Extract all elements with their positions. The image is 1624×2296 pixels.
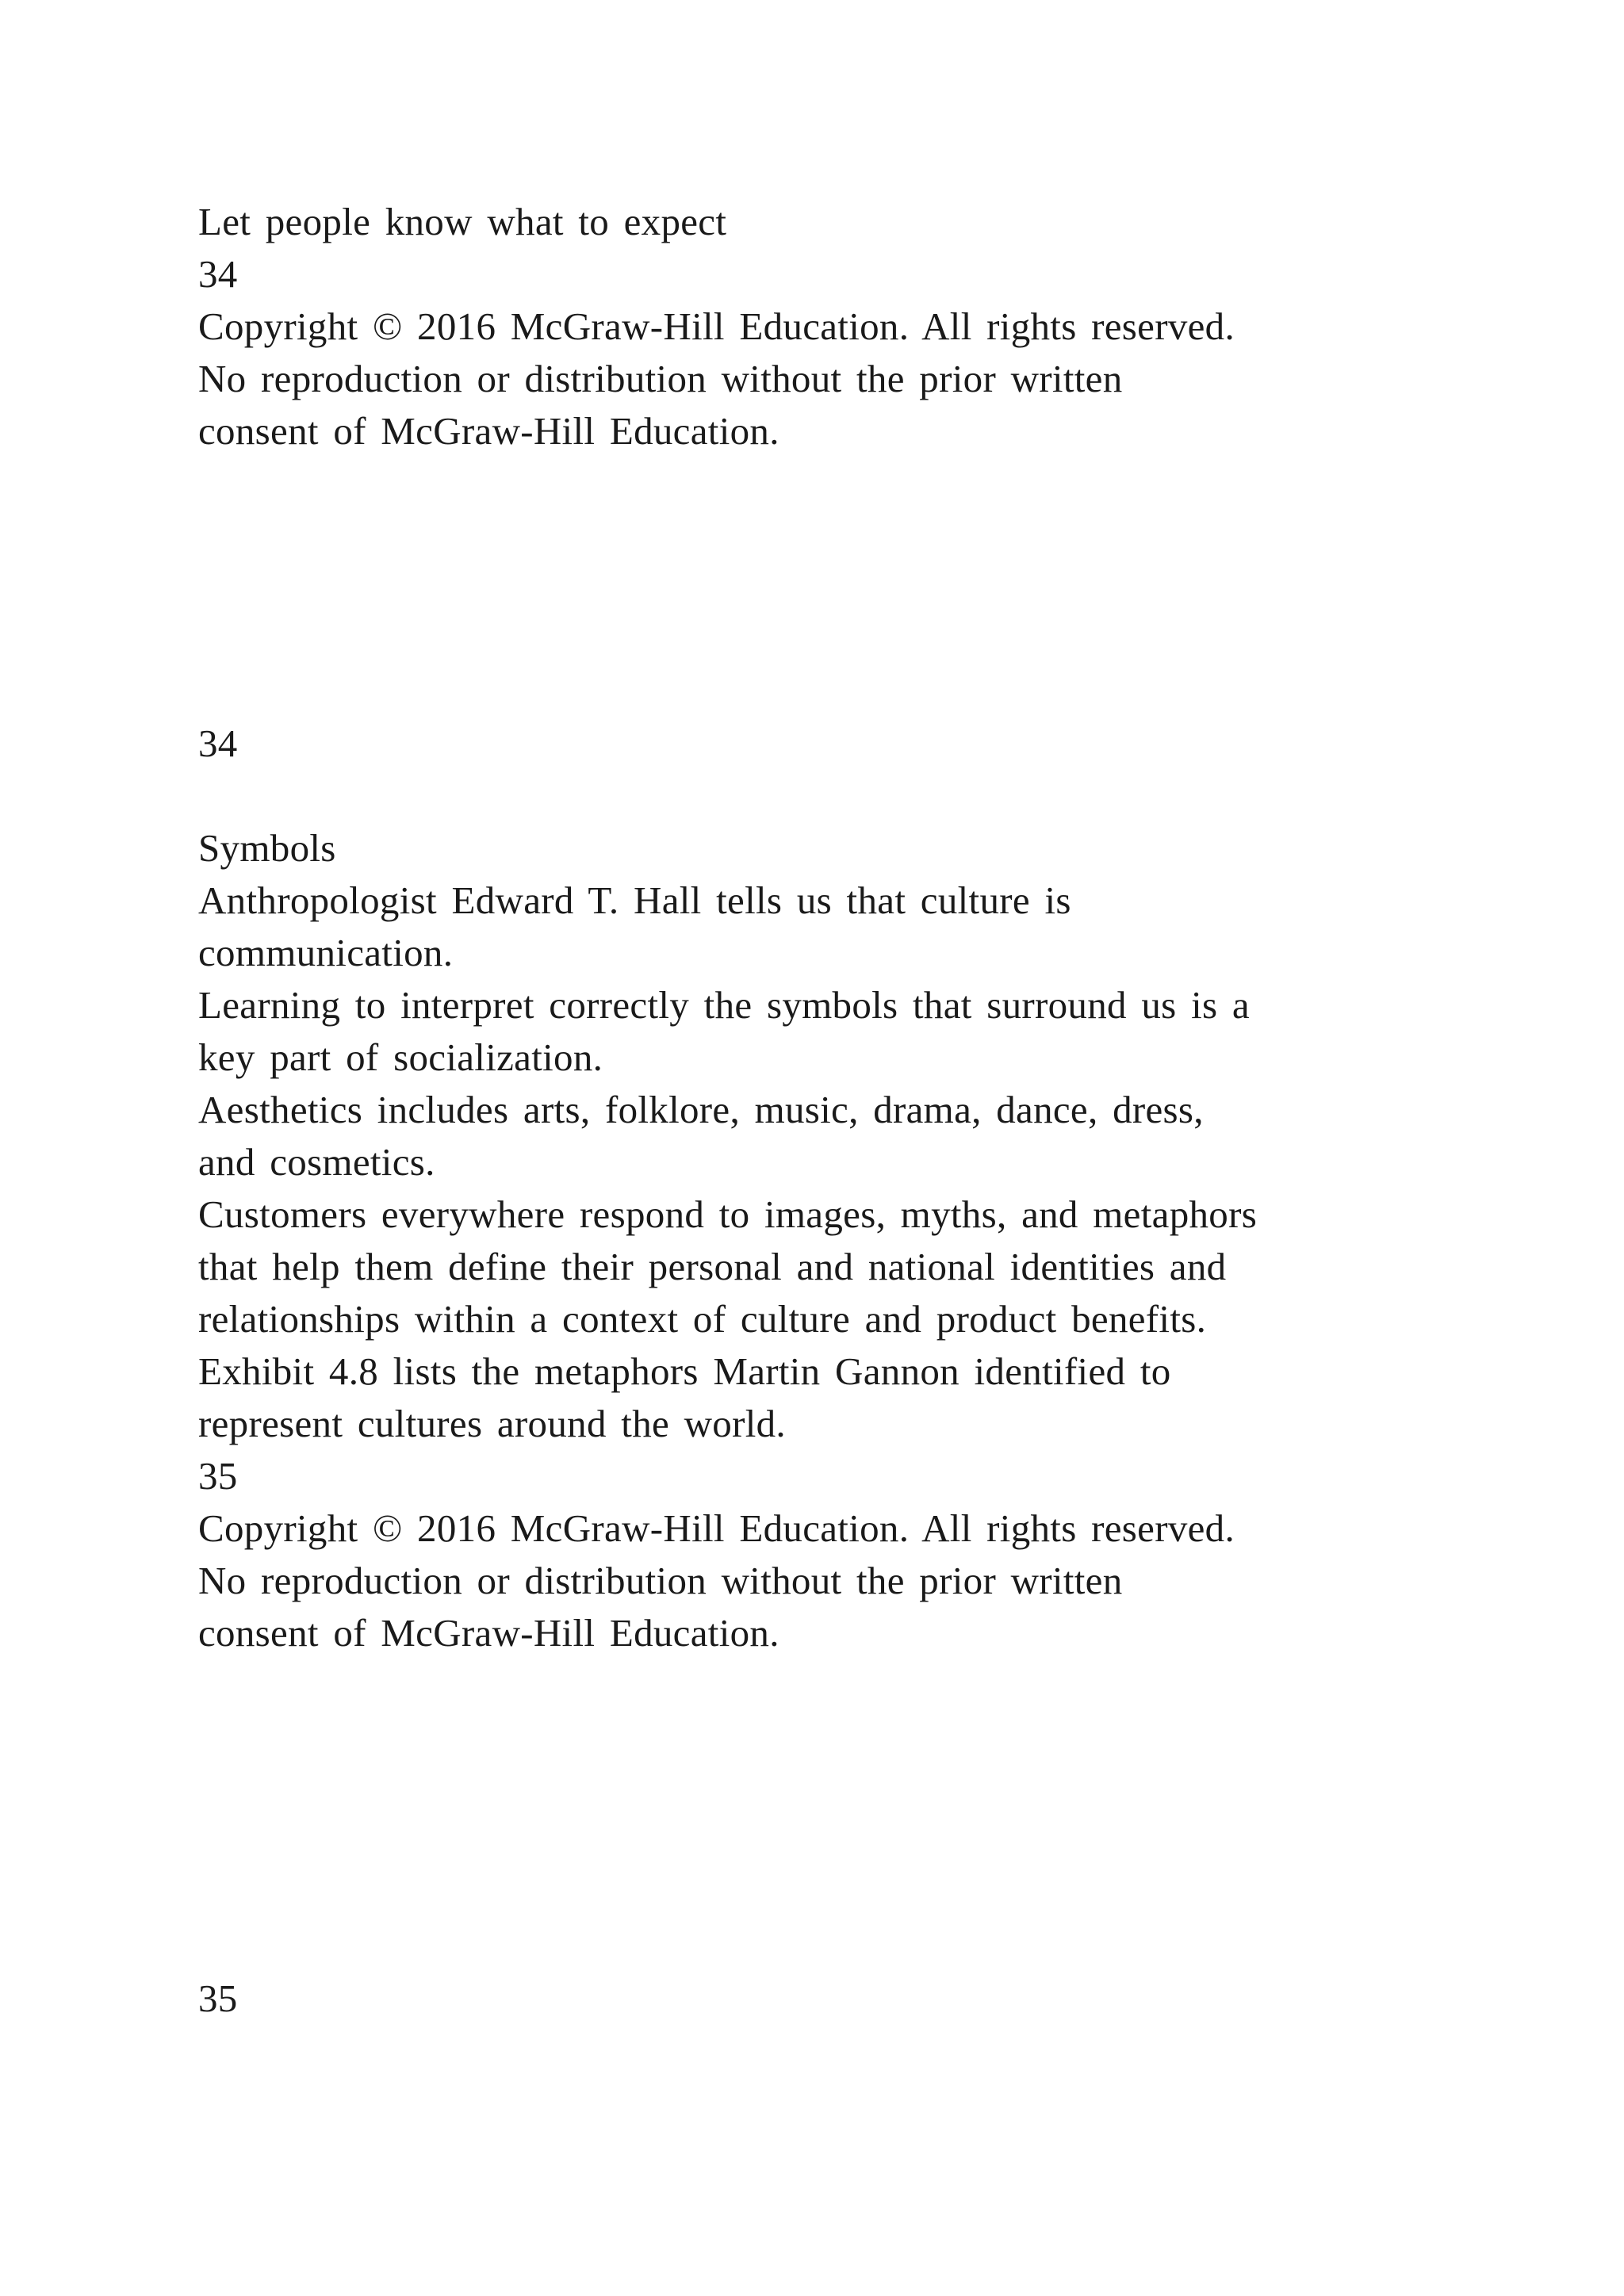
text-line: communication. (198, 931, 454, 974)
text-line: represent cultures around the world. (198, 1402, 786, 1445)
text-line: and cosmetics. (198, 1140, 435, 1184)
text-line: relationships within a context of culture and product benefits. (198, 1297, 1207, 1341)
text-line: that help them define their personal and national identities and (198, 1245, 1227, 1288)
text-line: Aesthetics includes arts, folklore, music, drama, dance, dress, (198, 1088, 1204, 1131)
text-line: Anthropologist Edward T. Hall tells us that culture is (198, 878, 1071, 922)
slide-number: 35 (198, 1454, 238, 1498)
copyright-line: consent of McGraw-Hill Education. (198, 1611, 779, 1655)
copyright-line: Copyright © 2016 McGraw-Hill Education. All rights reserved. (198, 304, 1235, 348)
copyright-line: No reproduction or distribution without the prior written (198, 357, 1123, 400)
slide-number: 34 (198, 252, 238, 296)
copyright-line: No reproduction or distribution without the prior written (198, 1559, 1123, 1602)
text-line: Let people know what to expect (198, 200, 727, 243)
text-line: key part of socialization. (198, 1035, 603, 1079)
section-heading: Symbols (198, 826, 336, 870)
slide-number: 34 (198, 721, 238, 765)
copyright-line: Copyright © 2016 McGraw-Hill Education. All rights reserved. (198, 1506, 1235, 1550)
slide-number: 35 (198, 1976, 238, 2020)
text-line: Learning to interpret correctly the symbols that surround us is a (198, 983, 1250, 1027)
copyright-line: consent of McGraw-Hill Education. (198, 409, 779, 453)
text-line: Exhibit 4.8 lists the metaphors Martin Gannon identified to (198, 1349, 1171, 1393)
text-line: Customers everywhere respond to images, myths, and metaphors (198, 1192, 1258, 1236)
